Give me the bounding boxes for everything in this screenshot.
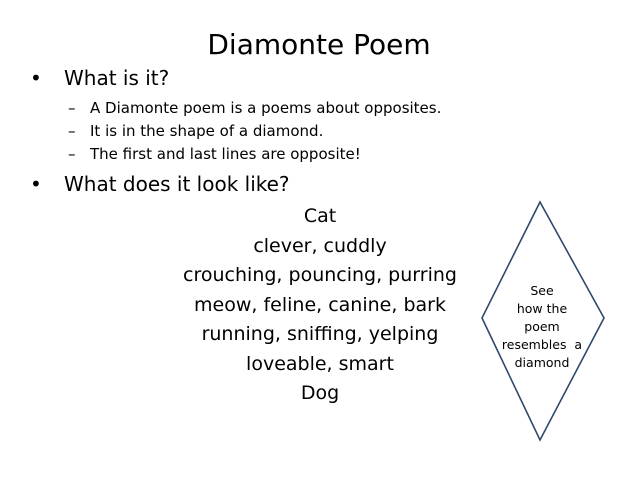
- sub-bullet-dash-icon: –: [68, 99, 76, 117]
- sub-bullet-text: A Diamonte poem is a poems about opposites.: [90, 99, 442, 117]
- diamond-note-line: resembles a: [501, 337, 583, 352]
- sub-bullet-text: The first and last lines are opposite!: [90, 145, 361, 163]
- example-poem: [160, 202, 480, 409]
- sub-bullet-dash-icon: –: [68, 145, 76, 163]
- diamond-note-line: See: [530, 283, 554, 298]
- poem-line: clever, cuddly: [253, 234, 387, 257]
- diamond-note-line: diamond: [514, 355, 570, 370]
- poem-line: Dog: [300, 382, 340, 404]
- poem-line: crouching, pouncing, purring: [183, 264, 457, 286]
- diamond-note: [480, 282, 604, 372]
- slide-title: Diamonte Poem: [207, 28, 431, 61]
- poem-line: loveable, smart: [246, 352, 394, 375]
- poem-line: Cat: [303, 205, 337, 227]
- sub-bullet-text: It is in the shape of a diamond.: [90, 122, 324, 140]
- sub-bullet-dash-icon: –: [68, 122, 76, 140]
- bullet-text: What is it?: [64, 66, 170, 90]
- bullet-dot-icon: •: [30, 66, 42, 90]
- diamond-note-line: poem: [524, 319, 560, 334]
- poem-line: running, sniffing, yelping: [201, 323, 439, 345]
- poem-line: meow, feline, canine, bark: [194, 293, 446, 316]
- bullet-dot-icon: •: [30, 172, 42, 196]
- bullet-text: What does it look like?: [64, 172, 290, 196]
- diamond-note-line: how the: [516, 301, 568, 316]
